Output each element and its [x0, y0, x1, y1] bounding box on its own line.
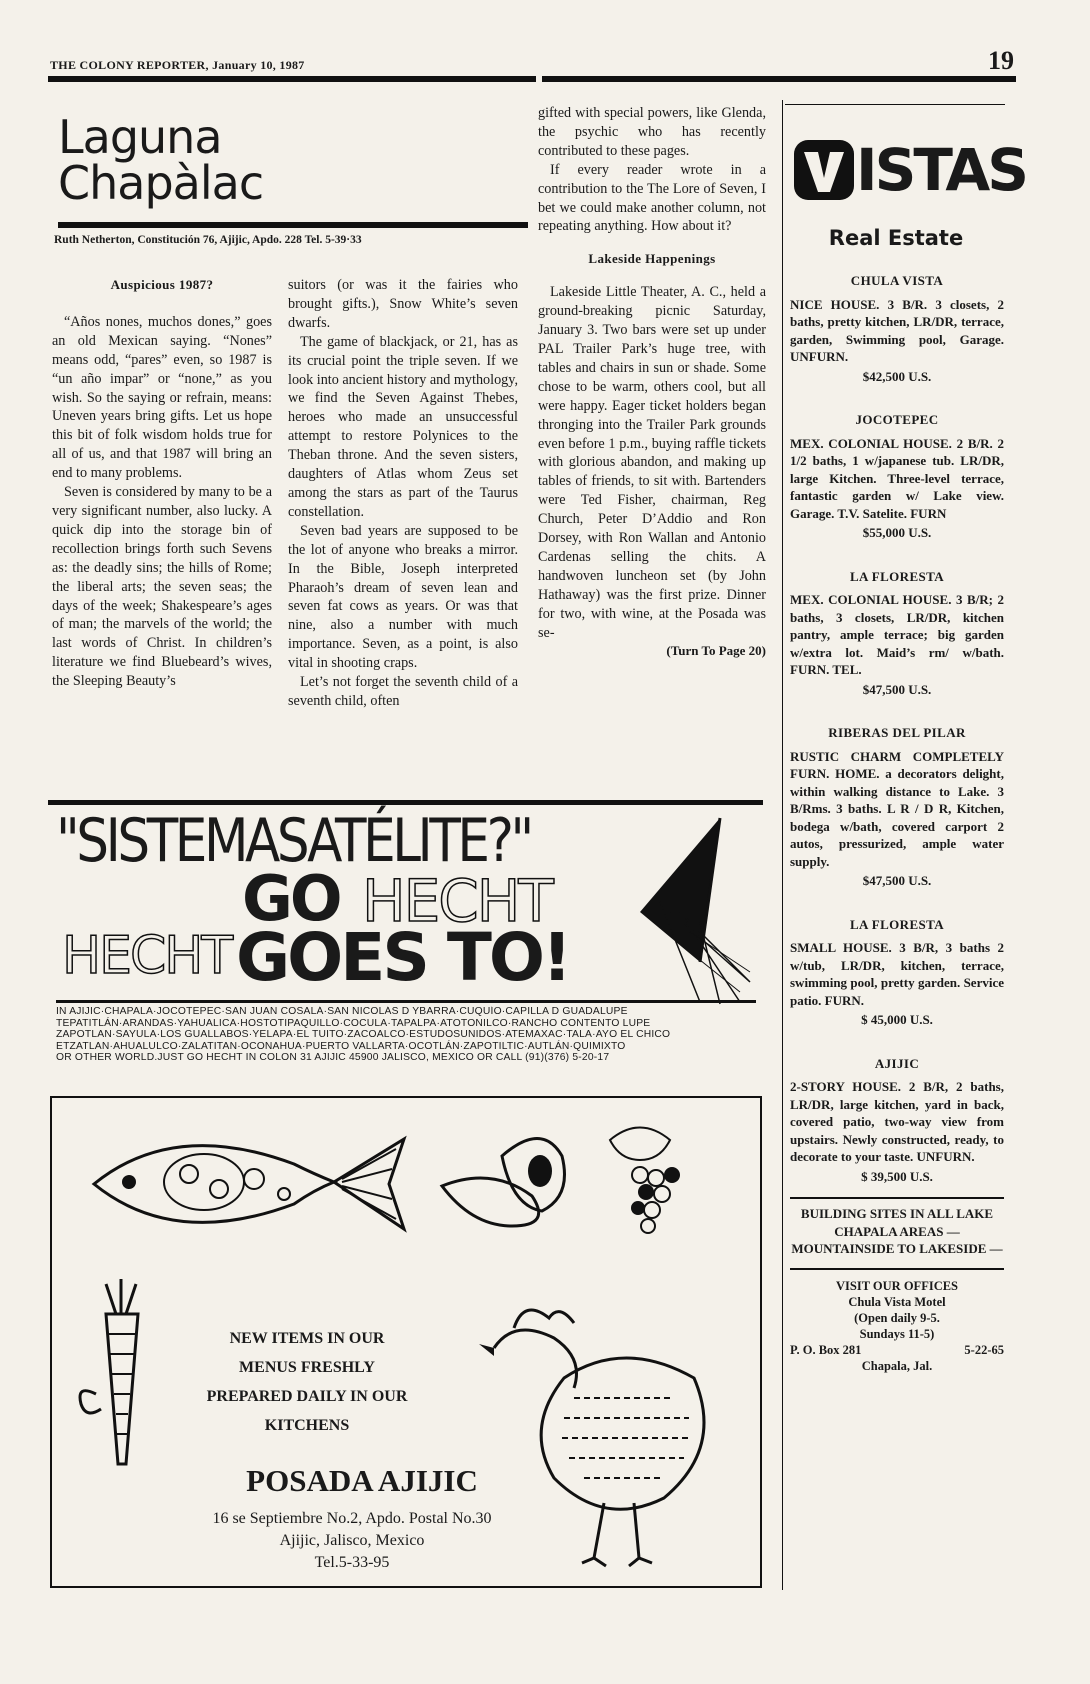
posada-name: POSADA AJIJIC — [246, 1463, 478, 1498]
vistas-logo-letter — [792, 134, 793, 135]
column-title — [58, 110, 264, 210]
article-heading: Auspicious 1987? — [110, 277, 214, 292]
article-paragraph: suitors (or was it the fairies who brought gifts.), Snow White’s seven dwarfs. — [288, 277, 518, 331]
hecht-location-line: ZAPOTLAN·SAYULA·LOS GUALLABOS·YELAPA·EL TUITO·ZACOALCO·ESTUDOSUNIDOS·ATEMAXAC·TALA·AYO EL CHICO — [56, 1029, 671, 1040]
menu-line: KITCHENS — [264, 1417, 350, 1434]
article-paragraph: Seven is considered by many to be a very significant number, also lucky. A quick dip into the storage bin of recollection brings forth such Sevens as: the deadly sins; the hills of Rome; the liberal arts; the seven seas; the days of the week; Shakespeare’s ages of man; the marvels of the world; the last words of Christ. In children’s literature we find Bluebeard’s wives, the Sleeping Beauty’s — [52, 484, 272, 690]
hecht-outline-1: HECHT — [362, 867, 552, 935]
menu-text — [182, 1324, 432, 1440]
listings — [790, 272, 1004, 1374]
office-city: Chapala, Jal. — [861, 1358, 933, 1373]
vistas-logo-text: ISTAS — [856, 136, 1027, 204]
article-paragraph: Lakeside Little Theater, A. C., held a ground-breaking picnic Saturday, January 3. Two bars were set up under PAL Trailer Park’s huge tree, with tables and chairs in sun or shade. Some chose to be warm, others cool, but all were happy. Eager ticket holders began thronging into the Trailer Park grounds even before 1 p.m., buying raffle tickets with glorious abandon, and making up tables of friends, to sit with. Bartenders were Ted Fisher, chairman, Reg Church, Peter D’Addio and Ron Dorsey, with Ron Wallan and Antonio Cardenas selling the chits. A handwoven luncheon set (by John Hathaway) was the first prize. Dinner for two, with wine, at the Posada was se- — [538, 284, 766, 641]
offices-box-row — [790, 1342, 1004, 1358]
hecht-location-line: OR OTHER WORLD.JUST GO HECHT IN COLON 31 AJIJIC 45900 JALISCO, MEXICO OR CALL (91)(376) 5-20-17 — [56, 1052, 610, 1063]
listing — [790, 411, 1004, 542]
hecht-ad-top-rule — [48, 800, 763, 805]
listing-description: SMALL HOUSE. 3 B/R, 3 baths 2 w/tub, LR/DR, kitchen, terrace, swimming pool, pretty garden. Service patio. FURN. — [790, 940, 1004, 1008]
posada-address-line: 16 se Septiembre No.2, Apdo. Postal No.30 — [212, 1510, 492, 1527]
page-number: 19 — [988, 46, 1014, 75]
po-box: P. O. Box 281 — [790, 1342, 862, 1357]
listing-location: LA FLORESTA — [849, 568, 945, 584]
posada-address-line: Ajijic, Jalisco, Mexico — [279, 1532, 425, 1549]
hecht-locations — [56, 1006, 756, 1064]
sites-rule-bottom — [790, 1268, 1004, 1270]
grapes-icon — [600, 1120, 700, 1250]
listing — [790, 272, 1004, 385]
building-sites: BUILDING SITES IN ALL LAKE CHAPALA AREAS — MOUNTAINSIDE TO LAKESIDE — — [791, 1206, 1003, 1256]
posada-address-line: Tel.5-33-95 — [314, 1554, 390, 1571]
listing-price: $47,500 U.S. — [862, 681, 932, 697]
listing-price: $47,500 U.S. — [862, 873, 932, 888]
menu-line: NEW ITEMS IN OUR — [229, 1330, 385, 1347]
listing — [790, 568, 1004, 699]
listing-location: LA FLORESTA — [849, 916, 945, 932]
article-column-1 — [52, 276, 272, 691]
header-rule-left — [48, 76, 536, 82]
listing — [790, 1055, 1004, 1186]
article-column-2 — [288, 276, 518, 711]
listing-price: $ 45,000 U.S. — [861, 1012, 933, 1027]
offices — [790, 1278, 1004, 1374]
article-paragraph: If every reader wrote in a contribution to the The Lore of Seven, I bet we could make another column, not repeating anything. How about it? — [538, 161, 766, 235]
hecht-ad-rule — [56, 1000, 756, 1003]
satellite-dish-icon — [600, 812, 760, 1008]
offices-line: (Open daily 9-5. — [854, 1310, 940, 1325]
publication-header: THE COLONY REPORTER, January 10, 1987 — [50, 58, 305, 72]
sites-rule — [790, 1197, 1004, 1199]
listing — [790, 724, 1004, 890]
header-rule-right — [542, 76, 1016, 82]
listing-location: JOCOTEPEC — [855, 412, 939, 427]
hecht-headline: "SISTEMASATÉLITE?" — [56, 806, 531, 876]
article-column-3 — [538, 104, 766, 661]
fish-icon — [84, 1124, 414, 1244]
listing-description: 2-STORY HOUSE. 2 B/R, 2 baths, LR/DR, large kitchen, yard in back, covered patio, two-way view from upstairs. Newly constructed, ready, to decorate to your taste. UNFURN. — [790, 1079, 1004, 1164]
hecht-location-line: TEPATITLÁN·ARANDAS·YAHUALICA·HOSTOTIPAQUILLO·COCULA·TAPALPA·ATOTONILCO·RANCHO CONTENTO LUPE — [56, 1017, 651, 1029]
offices-line: VISIT OUR OFFICES — [835, 1278, 959, 1293]
listing-price: $55,000 U.S. — [862, 525, 932, 540]
article-paragraph: Seven bad years are supposed to be the lot of anyone who breaks a mirror. In the Bible, Joseph interpreted Pharaoh’s dream of seven lean and seven fat cows as years. Or was that nine, also a number with much importance. Seven, as a point, is also vital in shooting craps. — [288, 522, 518, 672]
article-paragraph: The game of blackjack, or 21, has as its crucial point the triple seven. If we look into ancient history and mythology, we find the Seven Against Thebes, heroes who made an unsuccessful attempt to restore Polynices to the Theban throne. And the seven sisters, daughters of Atlas whom Zeus set among the stars as part of the Taurus constellation. — [288, 333, 518, 520]
posada-ad — [50, 1096, 762, 1588]
menu-line: PREPARED DAILY IN OUR — [206, 1388, 408, 1405]
listing-location: RIBERAS DEL PILAR — [828, 725, 966, 740]
listing-description: NICE HOUSE. 3 B/R. 3 closets, 2 baths, pretty kitchen, LR/DR, terrace, garden, Swimming pool, Garage. UNFURN. — [790, 296, 1004, 364]
pears-icon — [432, 1126, 602, 1236]
article-paragraph: gifted with special powers, like Glenda, the psychic who has recently contributed to these pages. — [538, 105, 766, 159]
column-title-line2: Chapàlac — [58, 156, 264, 210]
vistas-logo — [792, 134, 1027, 214]
listing-description: MEX. COLONIAL HOUSE. 3 B/R; 2 baths, 3 closets, LR/DR, kitchen pantry, ample terrace; big garden w/extra lot. Maid’s rm/ w/bath. FURN. TEL. — [790, 592, 1004, 677]
hecht-go: GO — [242, 862, 340, 935]
carrot-icon — [66, 1274, 176, 1474]
article-paragraph: Let’s not forget the seventh child of a seventh child, often — [288, 674, 518, 709]
sidebar-divider — [782, 100, 783, 1590]
column-title-line1: Laguna — [58, 110, 222, 164]
listing — [790, 916, 1004, 1029]
menu-line: MENUS FRESHLY — [239, 1359, 375, 1376]
vistas-logo-icon — [792, 138, 856, 202]
listing-price: $42,500 U.S. — [862, 368, 932, 384]
listing-description: MEX. COLONIAL HOUSE. 2 B/R. 2 1/2 baths, 1 w/japanese tub. LR/DR, large Kitchen. Three-level terrace, fantastic garden w/ Lake view. Garage. T.V. Satelite. FURN — [790, 435, 1004, 521]
office-phone: 5-22-65 — [964, 1342, 1004, 1357]
listing-location: AJIJIC — [874, 1055, 920, 1071]
byline: Ruth Netherton, Constitución 76, Ajijic, Apdo. 228 Tel. 5-39·33 — [54, 234, 362, 246]
vistas-tagline: Real Estate — [828, 226, 964, 250]
turn-to-page: (Turn To Page 20) — [666, 643, 766, 659]
hecht-goes-to: GOES TO! — [236, 919, 570, 996]
title-rule — [58, 222, 528, 228]
hecht-location-line: IN AJIJIC·CHAPALA·JOCOTEPEC·SAN JUAN COSALÁ·SAN NICOLÁS D YBARRA·CUQUÍO·CAPILLA D GUADALUPE — [56, 1006, 628, 1017]
hecht-location-line: ETZATLAN·AHUALULCO·ZALATITAN·OCONAHUA·PUERTO VALLARTA·OCOTLÁN·ZAPOTILTIC·AUTLÁN·QUIMIXTO — [56, 1040, 626, 1052]
listing-location: CHULA VISTA — [850, 273, 944, 288]
posada-address — [112, 1508, 592, 1574]
article-paragraph: “Años nones, muchos dones,” goes an old Mexican saying. “Nones” means odd, “pares” even, so 1987 is “un año impar” or “none,” as you wish. So the saying or refrain, means: Uneven years bring gifts. Let us hope this bit of folk wisdom holds true for all of us, and that 1987 will bring an end to many problems. — [52, 313, 272, 482]
offices-line: Chula Vista Motel — [848, 1294, 946, 1309]
offices-line: Sundays 11-5) — [859, 1326, 935, 1341]
hecht-outline-2: HECHT — [62, 926, 232, 986]
article-subheading: Lakeside Happenings — [588, 251, 716, 267]
listing-price: $ 39,500 U.S. — [861, 1168, 933, 1184]
sidebar-top-rule — [785, 104, 1005, 105]
listing-description: RUSTIC CHARM COMPLETELY FURN. HOME. a decorators delight, within walking distance to Lake. 3 B/Rms. 3 baths. L R / D R, Kitchen, bodega w/bath, covered carport 2 autos, pressurized, ample water supply. — [790, 748, 1004, 869]
